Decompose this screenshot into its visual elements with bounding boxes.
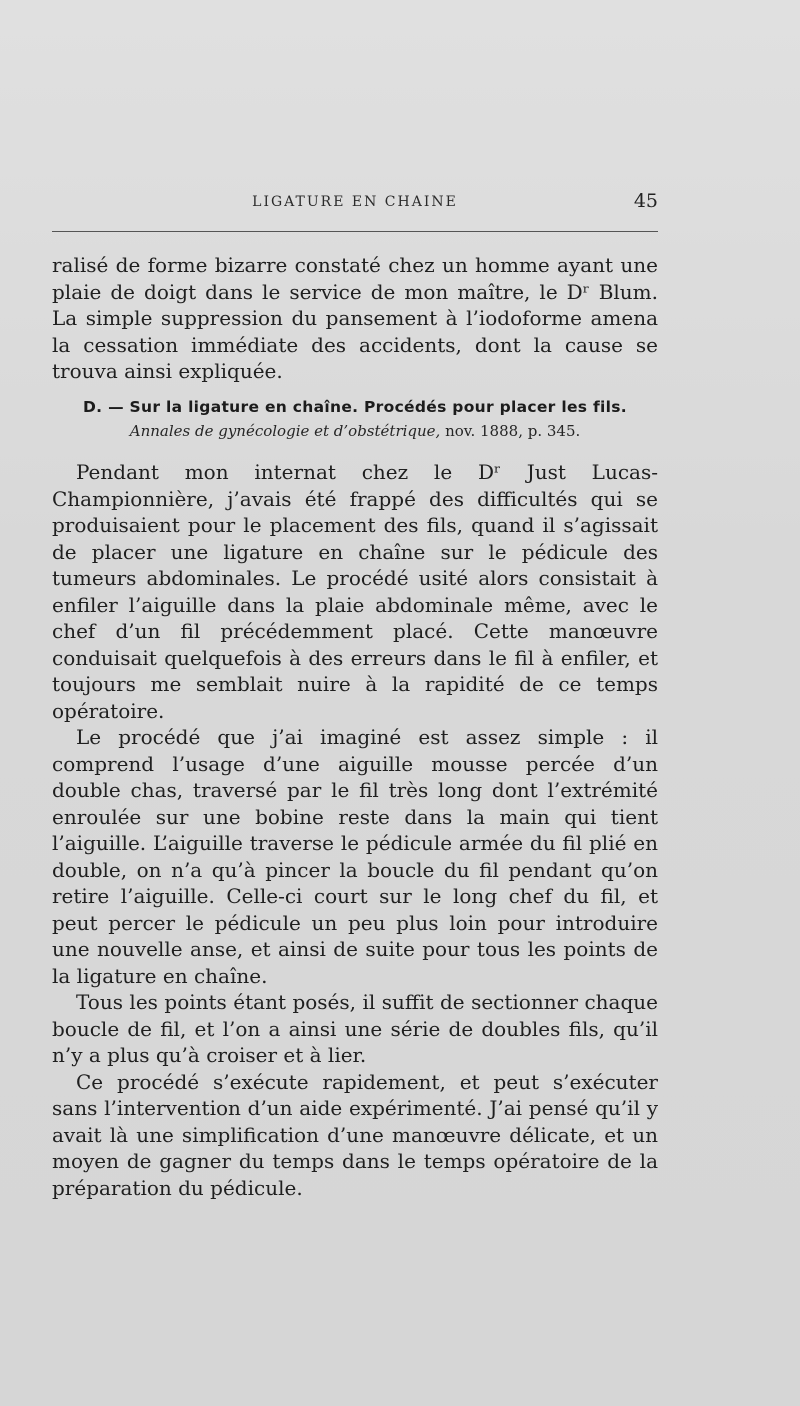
paragraph: Pendant mon internat chez le Dʳ Just Lucas-Championnière, j’avais été frappé des difficultés qui se produisaient pour le placement des fils, quand il s’agissait de placer une ligature en chaîne sur le pédicule des tumeurs abdominales. Le procédé usité alors consistait à enfiler l’aiguille dans la plaie abdominale même, avec le chef d’un fil précédemment placé. Cette manœuvre conduisait quelquefois à des erreurs dans le fil à enfiler, et toujours me semblait nuire à la rapidité de ce temps opératoire.: [52, 460, 658, 723]
running-title: LIGATURE EN CHAINE: [252, 194, 458, 210]
citation-journal: Annales de gynécologie et d’obstétrique,: [129, 422, 441, 440]
section-heading: [52, 398, 658, 440]
section-citation: [52, 422, 658, 440]
section-title: D. — Sur la ligature en chaîne. Procédés pour placer les fils.: [83, 398, 627, 416]
paragraph: Tous les points étant posés, il suffit de sectionner chaque boucle de fil, et l’on a ainsi une série de doubles fils, qu’il n’y a plus qu’à croiser et à lier.: [52, 990, 658, 1067]
main-text-block: [52, 459, 658, 1201]
page-number: 45: [633, 190, 658, 212]
header-rule: [52, 231, 658, 232]
paragraph: Le procédé que j’ai imaginé est assez simple : il comprend l’usage d’une aiguille mousse percée d’un double chas, traversé par le fil très long dont l’extrémité enroulée sur une bobine reste dans la main qui tient l’aiguille. L’aiguille traverse le pédicule armée du fil plié en double, on n’a qu’à pincer la boucle du fil pendant qu’on retire l’aiguille. Celle-ci court sur le long chef du fil, et peut percer le pédicule un peu plus loin pour introduire une nouvelle anse, et ainsi de suite pour tous les points de la ligature en chaîne.: [52, 725, 658, 988]
citation-details: nov. 1888, p. 345.: [440, 422, 581, 440]
intro-text-block: [52, 252, 658, 385]
intro-paragraph: ralisé de forme bizarre constaté chez un homme ayant une plaie de doigt dans le service de mon maître, le Dʳ Blum. La simple suppression du pansement à l’iodoforme amena la cessation immédiate des accidents, dont la cause se trouva ainsi expliquée.: [52, 253, 658, 383]
paragraph: Ce procédé s’exécute rapidement, et peut s’exécuter sans l’intervention d’un aide expérimenté. J’ai pensé qu’il y avait là une simplification d’une manœuvre délicate, et un moyen de gagner du temps dans le temps opératoire de la préparation du pédicule.: [52, 1069, 658, 1200]
page-header: [52, 192, 658, 222]
